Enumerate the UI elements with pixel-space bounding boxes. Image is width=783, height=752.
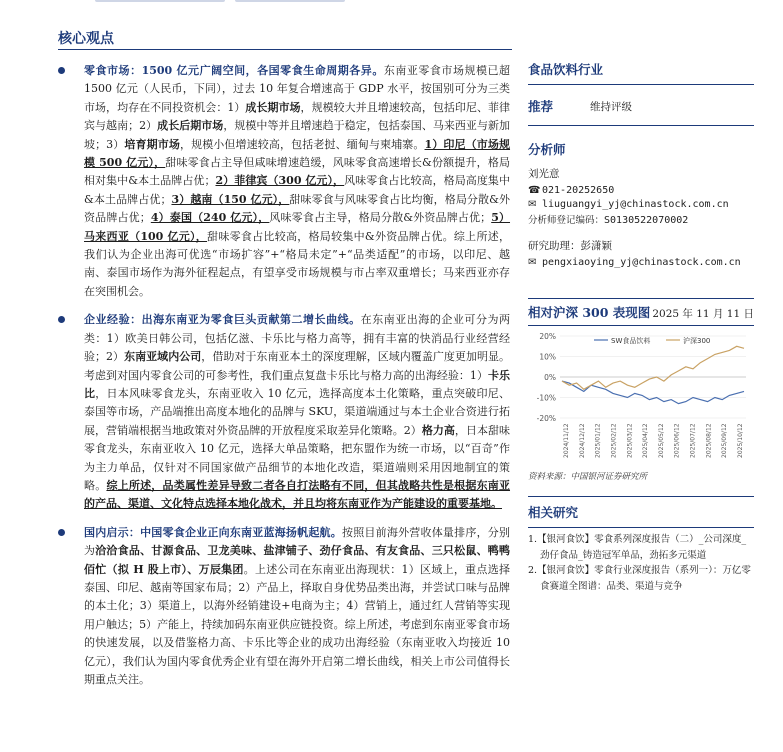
mail-icon: ✉ (528, 257, 537, 268)
text: ，日本风味零食龙头，东南亚收入 10 亿元，选择高度本土化策略，重点突破印尼、泰国等市场，产品端推出高度本地化的品牌与 SKU，渠道端通过与本土企业合资进行拓展，营销端根据当地政策对外资品牌的开放程度采取差异化策略。2） (84, 386, 510, 437)
text-bold: 格力高 (421, 423, 455, 437)
section-divider (58, 49, 512, 50)
paragraph-corporate-experience (58, 311, 510, 513)
chart-title: 相对沪深 300 表现图 (528, 305, 651, 320)
registration-code: S0130522070002 (604, 215, 689, 226)
x-tick-label: 2025/06/12 (673, 423, 681, 458)
paragraph-lead: 国内启示：中国零食企业正向东南亚蓝海扬帆起航。 (84, 525, 342, 539)
bullet-icon (58, 316, 65, 323)
text-bold: 卡乐比 (84, 368, 511, 400)
assistant-email (528, 257, 754, 268)
x-tick-label: 2024/11/12 (563, 423, 570, 458)
divider (528, 496, 754, 497)
phone-icon: ☎ (528, 185, 541, 196)
x-tick-label: 2025/01/12 (594, 423, 602, 458)
bullet-icon (58, 529, 65, 536)
analyst-registration (528, 212, 754, 226)
chart-source: 资料来源：中国银河证券研究所 (528, 472, 648, 482)
text: ，规模中等并且增速趋于稳定，包括泰国、马来西亚与新加坡；3） (84, 119, 511, 151)
text-underlined: 3）越南（150 亿元）， (171, 192, 290, 206)
text-underlined: 2）菲律宾（300 亿元）， (215, 174, 345, 188)
text: ，日本甜味零食龙头，东南亚收入 10 亿元，选择大单品策略，把东盟作为统一市场，以“百奇”作为主力单品，仅针对不同国家做产品细节的本地化改造，渠道端则采用因地制宜的策略。 (84, 423, 511, 492)
industry-title: 食品饮料行业 (528, 62, 604, 77)
rating-row (528, 97, 754, 115)
legend-label: SW食品饮料 (611, 337, 651, 345)
section-title: 核心观点 (58, 31, 114, 47)
paragraph-lead: 零食市场：1500 亿元广阔空间，各国零食生命周期各异。 (84, 64, 384, 77)
series-line (562, 346, 744, 389)
analyst-name: 刘光意 (528, 168, 560, 180)
x-tick-label: 2025/04/12 (642, 423, 650, 458)
email-text[interactable]: pengxiaoying_yj@chinastock.com.cn (542, 257, 741, 268)
divider (528, 527, 754, 528)
analyst-heading: 分析师 (528, 142, 566, 157)
text-underlined: 综上所述，品类属性差异导致二者各自打法略有不同，但其战略共性是根据东南亚的产品、渠道、文化特点选择本地化战术，并且均将东南亚作为产能建设的重要基地。 (84, 478, 511, 511)
divider (528, 84, 754, 85)
chart-header (528, 303, 754, 321)
x-tick-label: 2025/08/12 (705, 423, 713, 458)
y-tick-label: -20% (536, 414, 556, 423)
divider (528, 298, 754, 299)
y-tick-label: 20% (539, 332, 556, 341)
x-tick-label: 2025/10/12 (737, 423, 744, 458)
series-line (562, 381, 744, 404)
text: ，借助对于东南亚本土的深度理解，区域内覆盖广度更加明显。考虑到对国内零食公司的可参考性，我们重点复盘卡乐比与格力高的出海经验：1） (84, 350, 511, 382)
text: ，规模小但增速较高，包括老挝、缅甸与柬埔寨。 (179, 137, 425, 151)
related-list (528, 532, 754, 594)
text-underlined: 5）马来西亚（100 亿元）， (84, 211, 511, 243)
related-item[interactable]: 1.【银河食饮】零食系列深度报告（二）_公司深度_劲仔食品_铸造冠军单品，劲拓多元渠道 (528, 534, 747, 561)
text: 风味零食占主导，格局分散&外资品牌占优； (269, 211, 492, 225)
x-tick-label: 2025/03/12 (626, 423, 634, 458)
y-tick-label: -10% (536, 393, 556, 403)
mail-icon: ✉ (528, 199, 537, 210)
bullet-icon (58, 67, 65, 74)
text-underlined: 4）泰国（240 亿元）， (150, 211, 270, 225)
registration-label: 分析师登记编码： (528, 215, 605, 226)
x-tick-label: 2025/07/12 (689, 423, 697, 458)
text: ，规模较大并且增速较高，包括印尼、菲律宾与越南；2） (84, 100, 511, 133)
rating-value: 维持评级 (590, 100, 632, 113)
y-tick-label: 10% (539, 352, 556, 362)
divider (528, 125, 754, 126)
text-bold: 成长后期市场 (157, 119, 224, 133)
text-bold: 东南亚域内公司 (124, 350, 202, 364)
text: 东南亚零食市场规模已超 1500 亿元（人民币，下同），过去 10 年复合增速高于 GDP 水平，按国别可分为三类市场，均存在不同投资机会：1） (84, 64, 511, 114)
text: 在东南亚出海的企业可分为两类：1）欧美日韩公司，包括亿滋、卡乐比与格力高等，拥有丰富的快消品行业经营经验；2） (84, 313, 511, 364)
analyst-phone (528, 185, 754, 196)
research-assistant: 研究助理：彭潇颖 (528, 240, 612, 252)
phone-text: 021-20252650 (542, 185, 615, 196)
analyst-email (528, 199, 754, 210)
email-text[interactable]: liuguangyi_yj@chinastock.com.cn (542, 199, 729, 210)
paragraph-domestic-insight (58, 524, 510, 690)
text-bold: 成长期市场 (245, 100, 301, 114)
text-bold: 培育期市场 (124, 137, 180, 151)
legend-label: 沪深300 (683, 337, 711, 345)
main-content (58, 62, 510, 699)
y-tick-label: 0% (544, 373, 556, 382)
text: 甜味零食与风味零食占比均衡，格局分散&外资品牌占优； (84, 192, 510, 225)
x-tick-label: 2025/02/12 (610, 423, 618, 458)
x-tick-label: 2025/05/12 (657, 423, 665, 458)
rating-label: 推荐 (528, 99, 554, 114)
relative-performance-chart (528, 330, 754, 468)
paragraph-lead: 企业经验：出海东南亚为零食巨头贡献第二增长曲线。 (84, 313, 361, 327)
text: 甜味零食占比较高，格局较集中&外资品牌占优。综上所述，我们认为企业出海可优选“市场扩容”+“格局未定”+“品类适配”的市场，以印尼、越南、泰国市场作为海外征程起点，有望享受市场规模与市占率双重增长；马来西亚亦存在突围机会。 (84, 229, 510, 298)
chart-date: 2025 年 11 月 11 日 (652, 308, 754, 320)
related-item[interactable]: 2.【银河食饮】零食行业深度报告（系列一）：万亿零食赛道全图谱：品类、渠道与竞争 (528, 565, 751, 592)
text-bold: 洽洽食品、甘源食品、卫龙美味、盐津铺子、劲仔食品、有友食品、三只松鼠、鸭鸭佰忙（拟 H 股上市）、万辰集团 (84, 544, 510, 576)
related-heading: 相关研究 (528, 505, 579, 520)
x-tick-label: 2024/12/12 (578, 423, 586, 458)
text: 。上述公司在东南亚出海现状：1）区域上，重点选择泰国、印尼、越南等国家布局；2）产品上，择取自身优势品类出海，并尝试口味与品牌的本土化；3）渠道上，以海外经销建设+电商为主；4）营销上，通过红人营销等实现用户触达；5）产能上，持续加码东南亚供应链投资。综上所述，考虑到东南亚零食市场的快速发展，以及借鉴格力高、卡乐比等企业的成功出海经验（东南亚收入均接近 10 亿元），我们认为国内零食优秀企业有望在海外开启第二增长曲线，相关上市公司值得长期重点关注。 (84, 562, 510, 686)
text-underlined: 1）印尼（市场规模 500 亿元）， (84, 137, 511, 170)
top-cut-header (0, 0, 783, 8)
text: 按照目前海外营收体量排序，分别为 (84, 525, 511, 558)
paragraph-snack-market (58, 62, 510, 301)
x-tick-label: 2025/09/12 (721, 423, 729, 458)
sidebar (528, 60, 754, 594)
text: 风味零食占比较高，格局高度集中&本土品牌占优； (84, 174, 510, 206)
divider (528, 325, 754, 326)
text: 甜味零食占主导但咸味增速趋缓，风味零食高速增长&份额提升，格局相对集中&本土品牌占优； (84, 156, 510, 188)
